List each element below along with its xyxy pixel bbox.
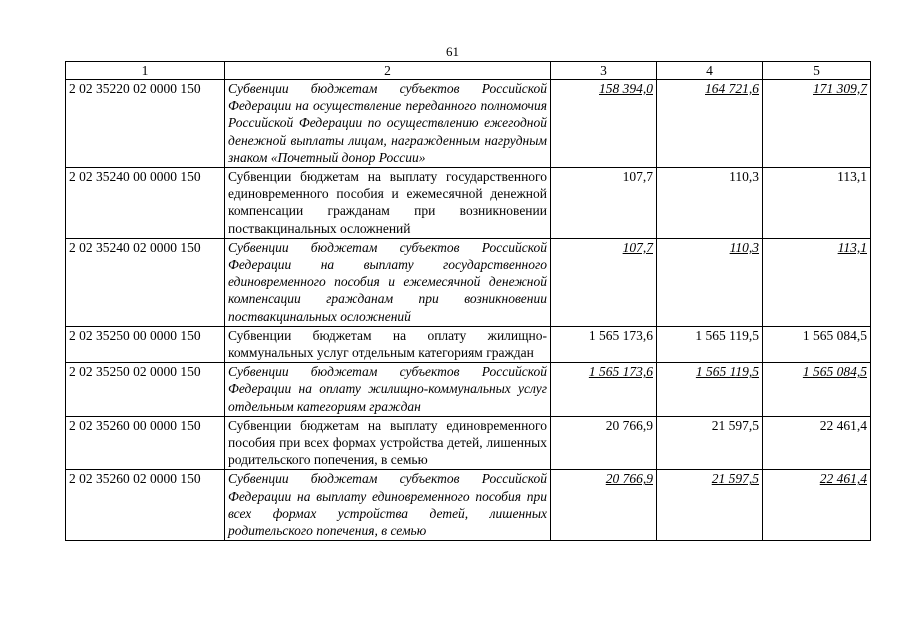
value-col-5: 113,1 bbox=[763, 168, 871, 239]
table-row bbox=[66, 326, 871, 362]
budget-code: 2 02 35260 02 0000 150 bbox=[66, 470, 225, 541]
budget-code: 2 02 35240 00 0000 150 bbox=[66, 168, 225, 239]
table-row bbox=[66, 470, 871, 541]
header-col-5: 5 bbox=[763, 62, 871, 80]
table-row bbox=[66, 168, 871, 239]
value-col-4: 164 721,6 bbox=[657, 80, 763, 168]
value-col-5: 1 565 084,5 bbox=[763, 363, 871, 417]
budget-table bbox=[65, 61, 871, 541]
table-row bbox=[66, 80, 871, 168]
value-col-3: 20 766,9 bbox=[551, 470, 657, 541]
page-number: 61 bbox=[446, 44, 459, 59]
table-row bbox=[66, 363, 871, 417]
header-col-1: 1 bbox=[66, 62, 225, 80]
budget-code: 2 02 35220 02 0000 150 bbox=[66, 80, 225, 168]
table-row bbox=[66, 416, 871, 470]
value-col-5: 22 461,4 bbox=[763, 470, 871, 541]
row-description: Субвенции бюджетам субъектов Российской Федерации на выплату государственного единовременного пособия и ежемесячной денежной компенсации гражданам при возникновении поствакцинальных осложнений bbox=[225, 238, 551, 326]
row-description: Субвенции бюджетам субъектов Российской Федерации на осуществление переданного полномочия Российской Федерации по осуществлению ежегодной денежной выплаты лицам, награжденным нагрудным знаком «Почетный донор России» bbox=[225, 80, 551, 168]
value-col-3: 107,7 bbox=[551, 238, 657, 326]
value-col-5: 22 461,4 bbox=[763, 416, 871, 470]
table-header-row bbox=[66, 62, 871, 80]
value-col-4: 1 565 119,5 bbox=[657, 326, 763, 362]
value-col-4: 110,3 bbox=[657, 168, 763, 239]
value-col-4: 1 565 119,5 bbox=[657, 363, 763, 417]
row-description: Субвенции бюджетам на выплату единовременного пособия при всех формах устройства детей, лишенных родительского попечения, в семью bbox=[225, 416, 551, 470]
budget-code: 2 02 35250 00 0000 150 bbox=[66, 326, 225, 362]
header-col-3: 3 bbox=[551, 62, 657, 80]
value-col-4: 21 597,5 bbox=[657, 470, 763, 541]
value-col-5: 171 309,7 bbox=[763, 80, 871, 168]
value-col-3: 107,7 bbox=[551, 168, 657, 239]
row-description: Субвенции бюджетам на выплату государственного единовременного пособия и ежемесячной денежной компенсации гражданам при возникновении поствакцинальных осложнений bbox=[225, 168, 551, 239]
value-col-3: 158 394,0 bbox=[551, 80, 657, 168]
value-col-4: 110,3 bbox=[657, 238, 763, 326]
header-col-2: 2 bbox=[225, 62, 551, 80]
value-col-3: 1 565 173,6 bbox=[551, 326, 657, 362]
value-col-3: 1 565 173,6 bbox=[551, 363, 657, 417]
budget-code: 2 02 35260 00 0000 150 bbox=[66, 416, 225, 470]
value-col-4: 21 597,5 bbox=[657, 416, 763, 470]
value-col-3: 20 766,9 bbox=[551, 416, 657, 470]
budget-code: 2 02 35240 02 0000 150 bbox=[66, 238, 225, 326]
table-row bbox=[66, 238, 871, 326]
budget-code: 2 02 35250 02 0000 150 bbox=[66, 363, 225, 417]
row-description: Субвенции бюджетам субъектов Российской Федерации на выплату единовременного пособия при всех формах устройства детей, лишенных родительского попечения, в семью bbox=[225, 470, 551, 541]
row-description: Субвенции бюджетам на оплату жилищно-коммунальных услуг отдельным категориям граждан bbox=[225, 326, 551, 362]
header-col-4: 4 bbox=[657, 62, 763, 80]
value-col-5: 1 565 084,5 bbox=[763, 326, 871, 362]
value-col-5: 113,1 bbox=[763, 238, 871, 326]
row-description: Субвенции бюджетам субъектов Российской Федерации на оплату жилищно-коммунальных услуг отдельным категориям граждан bbox=[225, 363, 551, 417]
